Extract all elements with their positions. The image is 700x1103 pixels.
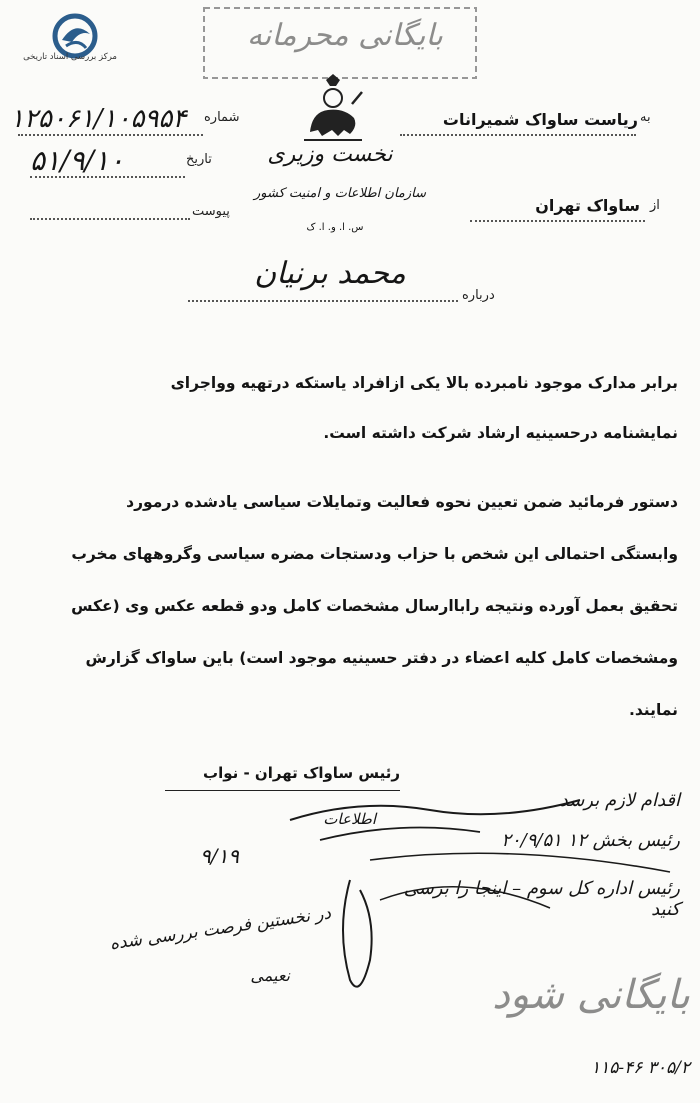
number-value: ۱۲۵۰۶۱/۱۰۵۹۵۴ [10, 104, 187, 134]
about-line [188, 300, 458, 302]
organization-name: سازمان اطلاعات و امنیت کشور [253, 186, 427, 201]
bottom-stamp-text: بایگانی شود [492, 972, 690, 1018]
lion-and-sun-emblem-icon [298, 74, 368, 144]
attachment-label: پیوست [192, 204, 230, 219]
to-value: ریاست ساواک شمیرانات [442, 110, 638, 129]
organization-code: س. ا. و. ا. ک [306, 222, 364, 233]
handwritten-note-4-signature: نعیمی [250, 966, 290, 985]
top-stamp-text: بایگانی محرمانه [246, 18, 444, 53]
handwritten-margin-1: اطلاعات [323, 810, 376, 828]
body-paragraph-1-line-1: برابر مدارک موجود نامبرده بالا یکی ازافراد یاستکه درتهیه وواجرای [170, 374, 678, 392]
number-line [18, 134, 203, 136]
about-value: محمد برنیان [254, 256, 406, 291]
handwritten-note-2: رئیس بخش ۱۲ ۲۰/۹/۵۱ [501, 830, 680, 851]
body-paragraph-1-line-2: نمایشنامه درحسینیه ارشاد شرکت داشته است. [323, 424, 678, 442]
attachment-line [30, 218, 190, 220]
from-label: از [650, 198, 660, 213]
handwritten-note-4: در نخستین فرصت بررسی شده [108, 903, 333, 955]
about-label: درباره [462, 288, 495, 303]
handwritten-margin-2: ۹/۱۹ [200, 844, 239, 868]
from-line [470, 220, 645, 222]
handwritten-note-1: اقدام لازم برسد [559, 790, 680, 811]
number-label: شماره [204, 110, 240, 125]
to-label: به [640, 110, 651, 125]
logo-caption: مرکز بررسی اسناد تاریخی [23, 52, 117, 62]
handwritten-note-3: رئیس اداره کل سوم – اینجا را برسی کنید [403, 878, 680, 920]
date-label: تاریخ [186, 152, 212, 167]
to-line [400, 134, 636, 136]
signature-title: رئیس ساواک تهران - نواب [203, 764, 400, 782]
footer-archive-code: ۱۱۵-۴۶ ۳۰۵/۲ [590, 1058, 690, 1078]
from-value: ساواک تهران [535, 196, 640, 215]
date-value: ۵۱/۹/۱۰ [30, 144, 125, 177]
body-paragraph-2: دستور فرمائید ضمن تعیین نحوه فعالیت وتمایلات سیاسی یادشده درمورد وابستگی احتمالی این شخص با حزاب ودستجات مضره سیاسی وگروههای مخرب تحقیق بعمل آورده ونتیجه راباارسال مشخصات کامل ودو قطعه عکس وی (عکس ومشخصات کامل کلیه اعضاء در دفتر حسینیه موجود است) باین ساواک گزارش نمایند. [71, 493, 678, 719]
ministry-name: نخست وزیری [267, 142, 393, 167]
